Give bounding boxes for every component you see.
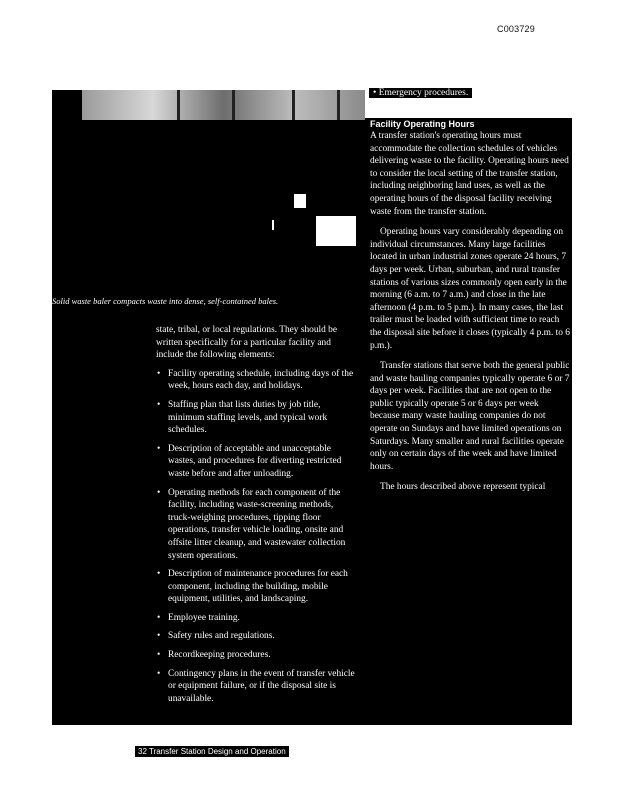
list-item: • Operating methods for each component of the facility, including waste-screening methods, truck-weighing procedures, tipping floor operations, transfer vehicle loading, onsite and offsite litter cleanup, and wastewater collection system operations. [168, 487, 356, 563]
list-item: • Staffing plan that lists duties by job title, minimum staffing levels, and typical work schedules. [168, 399, 356, 437]
emergency-procedures-item: • Emergency procedures. [369, 88, 472, 98]
left-column [156, 324, 356, 711]
paragraph: A transfer station's operating hours must accommodate the collection schedules of vehicles delivering waste to the facility. Operating hours need to consider the local setting of the transfer station, including neighboring land uses, as well as the operating hours of the disposal facility receiving waste from the transfer station. [370, 131, 569, 217]
right-column [370, 118, 570, 502]
list-item: • Safety rules and regulations. [168, 630, 356, 643]
document-id: C003729 [497, 24, 535, 34]
paragraph: Transfer stations that serve both the general public and waste hauling companies typically operate 6 or 7 days per week. Facilities that are not open to the public typically operate 5 or 6 days per week because many waste hauling companies do not operate on Sundays and have limited operations on Saturdays. Many smaller and rural facilities operate only on certain days of the week and have limited hours. [370, 361, 570, 472]
list-item: • Employee training. [168, 612, 356, 625]
list-item: • Description of acceptable and unacceptable wastes, and procedures for diverting restricted waste before and after unloading. [168, 443, 356, 481]
paragraph: The hours described above represent typical [380, 482, 546, 493]
page-footer: 32 Transfer Station Design and Operation [135, 746, 289, 757]
elements-list [156, 368, 356, 706]
list-item: • Facility operating schedule, including days of the week, hours each day, and holidays. [168, 368, 356, 393]
photo-highlight [294, 194, 306, 208]
section-heading: Facility Operating Hours [370, 119, 475, 129]
photo-highlight [316, 216, 356, 246]
photo-caption: Solid waste baler compacts waste into dense, self-contained bales. [52, 296, 279, 306]
list-item: • Description of maintenance procedures for each component, including the building, mobile equipment, utilities, and landscaping. [168, 568, 356, 606]
photo-highlight [272, 220, 274, 230]
intro-paragraph: state, tribal, or local regulations. They should be written specifically for a particular facility and include the following elements: [156, 325, 338, 361]
list-item: • Contingency plans in the event of transfer vehicle or equipment failure, or if the disposal site is unavailable. [168, 668, 356, 706]
baler-photo [82, 90, 365, 120]
paragraph: Operating hours vary considerably depending on individual circumstances. Many large facilities located in urban industrial zones operate 24 hours, 7 days per week. Urban, suburban, and rural transfer stations of various sizes commonly open early in the morning (6 a.m. to 7 a.m.) and close in the late afternoon (4 p.m. to 5 p.m.). In many cases, the last trailer must be loaded with sufficient time to reach the disposal site before it closes (typically 4 p.m. to 6 p.m.). [370, 227, 570, 351]
list-item: • Recordkeeping procedures. [168, 649, 356, 662]
